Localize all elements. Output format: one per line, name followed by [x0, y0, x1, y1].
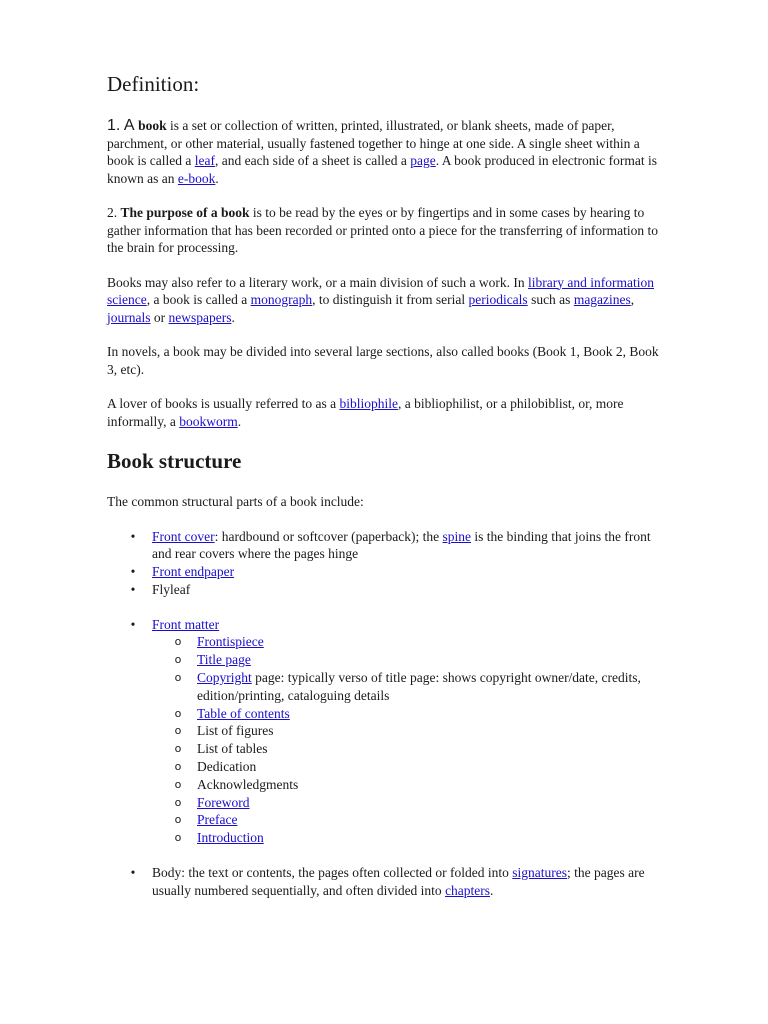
sublist-item [152, 740, 667, 758]
link-monograph[interactable]: monograph [250, 292, 313, 307]
definition-paragraph-2 [107, 204, 667, 257]
bold-term: The purpose of a book [120, 205, 250, 220]
sublist-item [152, 669, 667, 705]
link-frontispiece[interactable]: Frontispiece [197, 634, 264, 650]
link-library-and-information-science[interactable]: library and information science [107, 274, 654, 307]
list-item-front-endpaper [107, 563, 667, 581]
circle-bullet-icon: o [174, 777, 182, 791]
paragraph-text: . [215, 170, 219, 186]
sublist-item [152, 705, 667, 723]
list-item-flyleaf [107, 581, 667, 599]
link-page[interactable]: page [410, 153, 436, 168]
paragraph-text: is a set or collection of written, printed, illustrated, or blank sheets, made of paper, parchment, or other material, usually fastened together to hinge at one side. A single sheet within a book is called a [107, 118, 640, 168]
list-text: page: typically verso of title page: shows copyright owner/date, credits, edition/printing, cataloguing details [197, 670, 641, 703]
list-item-front-matter [107, 616, 667, 847]
circle-bullet-icon: o [174, 760, 182, 774]
list-text: Body: the text or contents, the pages often collected or folded into [152, 865, 513, 881]
link-leaf[interactable]: leaf [194, 153, 215, 168]
sublist-item [152, 758, 667, 776]
link-ebook[interactable]: e-book [177, 170, 216, 186]
paragraph-text: , a book is called a [146, 292, 251, 307]
link-signatures[interactable]: signatures [512, 865, 568, 881]
item-number: 2. [107, 205, 121, 220]
circle-bullet-icon: o [174, 635, 182, 649]
paragraph-text: . A book produced in electronic format is known as an [107, 153, 657, 186]
link-foreword[interactable]: Foreword [197, 794, 250, 810]
paragraph-text: . [237, 413, 242, 429]
link-chapters[interactable]: chapters [445, 882, 491, 898]
sublist-item [152, 651, 667, 669]
list-text: Flyleaf [152, 581, 191, 597]
link-front-endpaper[interactable]: Front endpaper [152, 564, 235, 580]
paragraph-text: , a bibliophilist, or a philobiblist, or, more informally, a [107, 396, 624, 429]
sublist-item [152, 722, 667, 740]
list-text: List of figures [197, 723, 274, 739]
sublist-item [152, 829, 667, 847]
sublist-item [152, 633, 667, 651]
list-item-front-cover [107, 528, 667, 564]
paragraph-text: such as [527, 292, 574, 307]
list-text: . [490, 882, 494, 898]
book-structure-heading: Book structure [107, 449, 242, 473]
circle-bullet-icon: o [174, 724, 182, 738]
circle-bullet-icon: o [174, 653, 182, 667]
bold-term: book [138, 118, 167, 133]
circle-bullet-icon: o [174, 831, 182, 845]
list-text: is the binding that joins the front and rear covers where the pages hinge [152, 528, 651, 562]
document-content [107, 70, 667, 900]
link-newspapers[interactable]: newspapers [168, 309, 232, 325]
link-front-cover[interactable]: Front cover [152, 528, 215, 544]
link-spine[interactable]: spine [442, 528, 472, 544]
bullet-icon: • [130, 581, 136, 597]
paragraph-text: , [630, 292, 635, 307]
bullet-icon: • [130, 564, 136, 580]
circle-bullet-icon: o [174, 706, 182, 720]
list-text: : hardbound or softcover (paperback); the [214, 528, 443, 544]
sublist-item [152, 794, 667, 812]
link-table-of-contents[interactable]: Table of contents [197, 705, 290, 721]
definition-paragraph-5 [107, 395, 667, 430]
front-matter-sublist [152, 633, 667, 847]
link-title-page[interactable]: Title page [197, 652, 251, 668]
paragraph-text: or [150, 309, 169, 325]
list-text: Dedication [197, 759, 257, 775]
link-bookworm[interactable]: bookworm [179, 413, 238, 429]
link-magazines[interactable]: magazines [573, 292, 631, 307]
circle-bullet-icon: o [174, 671, 182, 685]
paragraph-text: , to distinguish it from serial [312, 292, 469, 307]
paragraph-text: Books may also refer to a literary work, or a main division of such a work. In [107, 274, 529, 290]
sublist-item [152, 811, 667, 829]
link-periodicals[interactable]: periodicals [468, 292, 528, 307]
definition-heading: Definition: [107, 72, 200, 96]
circle-bullet-icon: o [174, 742, 182, 756]
definition-paragraph-3 [107, 274, 667, 327]
paragraph-text: , and each side of a sheet is called a [214, 153, 411, 168]
structure-intro: The common structural parts of a book include: [107, 494, 364, 509]
sublist-item [152, 776, 667, 794]
list-text: Acknowledgments [197, 776, 299, 792]
link-copyright[interactable]: Copyright [197, 670, 252, 686]
link-preface[interactable]: Preface [197, 812, 238, 828]
circle-bullet-icon: o [174, 795, 182, 809]
definition-paragraph-4: In novels, a book may be divided into several large sections, also called books (Book 1, Book 2, Book 3, etc). [107, 344, 659, 377]
paragraph-text: is to be read by the eyes or by fingertips and in some cases by hearing to gather information that has been recorded or printed onto a piece for the transferring of information to the brain for processing. [107, 205, 659, 255]
bullet-icon: • [130, 528, 136, 544]
paragraph-text: A lover of books is usually referred to as a [107, 396, 340, 411]
bullet-icon: • [130, 865, 136, 881]
link-introduction[interactable]: Introduction [197, 830, 264, 846]
link-front-matter[interactable]: Front matter [152, 616, 220, 632]
list-text: List of tables [197, 741, 268, 757]
circle-bullet-icon: o [174, 813, 182, 827]
link-bibliophile[interactable]: bibliophile [339, 396, 398, 411]
structure-list [107, 528, 667, 900]
item-number: 1. A [107, 117, 139, 134]
list-text: ; the pages are usually numbered sequentially, and often divided into [152, 865, 645, 898]
definition-paragraph-1 [107, 117, 667, 187]
link-journals[interactable]: journals [107, 309, 151, 325]
paragraph-text: . [231, 309, 235, 325]
bullet-icon: • [130, 616, 136, 632]
list-item-body [107, 864, 667, 900]
